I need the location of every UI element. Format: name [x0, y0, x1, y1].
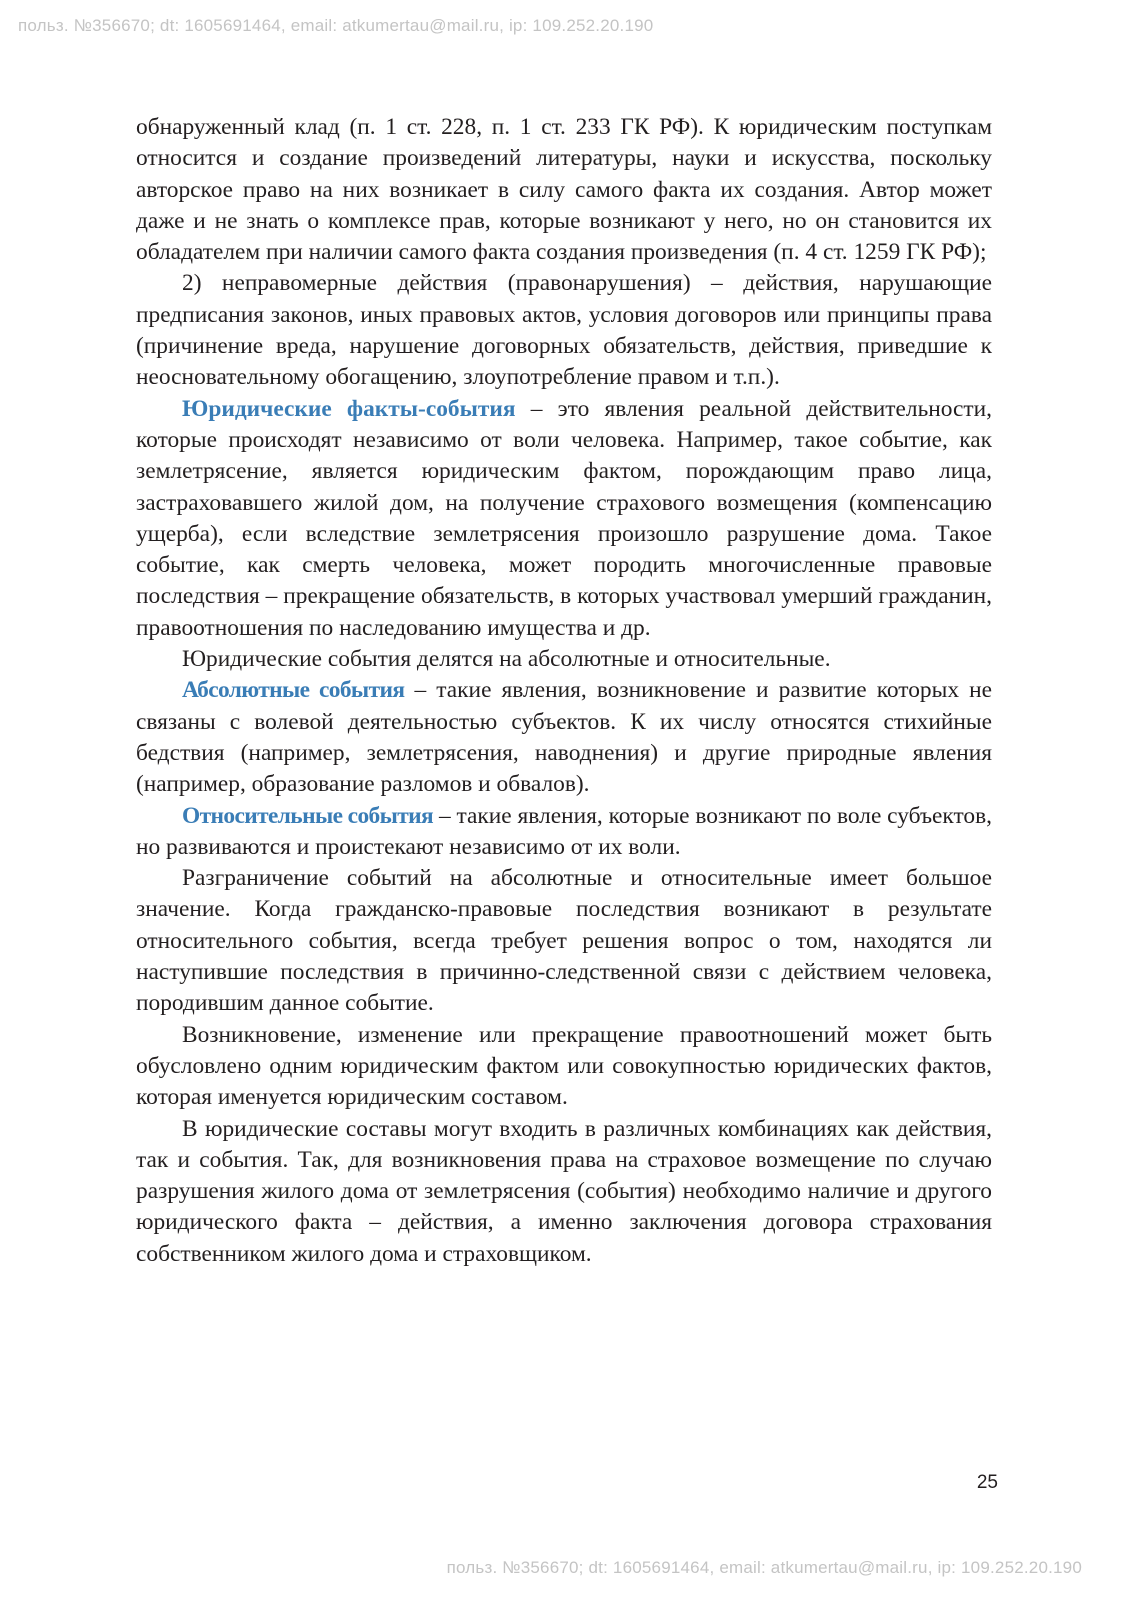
watermark-bottom: польз. №356670; dt: 1605691464, email: atkumertau@mail.ru, ip: 109.252.20.190	[446, 1558, 1082, 1577]
paragraph-2: 2) неправомерные действия (правонарушения) – действия, нарушающие предписания законов, иных правовых актов, условия договоров или принципы права (причинение вреда, нарушение договорных обязательств, действия, приведшие к неосновательному обогащению, злоупотребление правом и т.п.).	[136, 270, 992, 391]
page-body	[136, 112, 992, 1270]
paragraph-8: Возникновение, изменение или прекращение правоотношений может быть обусловлено одним юридическим фактом или совокупностью юридических фактов, которая именуется юридическим составом.	[136, 1021, 992, 1111]
paragraph-5-text: – такие явления, возникновение и развитие которых не связаны с волевой деятельностью субъектов. К их числу относятся стихийные бедствия (например, землетрясения, наводнения) и другие природные явления (например, образование разломов и обвалов).	[136, 677, 993, 798]
paragraph-5	[136, 675, 992, 800]
watermark-top: польз. №356670; dt: 1605691464, email: atkumertau@mail.ru, ip: 109.252.20.190	[18, 16, 654, 35]
page-number: 25	[976, 1472, 998, 1493]
paragraph-4: Юридические события делятся на абсолютные и относительные.	[182, 646, 831, 673]
paragraph-9: В юридические составы могут входить в различных комбинациях как действия, так и события. Так, для возникновения права на страховое возмещение по случаю разрушения жилого дома от землетрясения (события) необходимо наличие и другого юридического факта – действия, а именно заключения договора страхования собственником жилого дома и страховщиком.	[136, 1115, 992, 1267]
paragraph-3-text: – это явления реальной действительности, которые происходят независимо от воли человека. Например, такое событие, как землетрясение, является юридическим фактом, порождающим право лица, застраховавшего жилой дом, на получение страхового возмещения (компенсацию ущерба), если вследствие землетрясения произошло разрушение дома. Такое событие, как смерть человека, может породить многочисленные правовые последствия – прекращение обязательств, в которых участвовал умерший гражданин, правоотношения по наследованию имущества и др.	[136, 395, 992, 641]
term-relative-events: Относительные события	[182, 802, 434, 829]
paragraph-1: обнаруженный клад (п. 1 ст. 228, п. 1 ст. 233 ГК РФ). К юридическим поступкам относится и создание произведений литературы, науки и искусства, поскольку авторское право на них возникает в силу самого факта их создания. Автор может даже и не знать о комплексе прав, которые возникают у него, но он становится их обладателем при наличии самого факта создания произведения (п. 4 ст. 1259 ГК РФ);	[136, 114, 992, 266]
paragraph-6-text: – такие явления, которые возникают по воле субъектов, но развиваются и проистекают независимо от их воли.	[136, 802, 992, 860]
term-absolute-events: Абсолютные события	[182, 677, 405, 704]
term-legal-facts-events: Юридические факты-события	[182, 395, 516, 422]
paragraph-3	[136, 394, 992, 644]
paragraph-6	[136, 801, 992, 864]
paragraph-7: Разграничение событий на абсолютные и относительные имеет большое значение. Когда гражданско-правовые последствия возникают в результате относительного события, всегда требует решения вопрос о том, находятся ли наступившие последствия в причинно-следственной связи с действием человека, породившим данное событие.	[136, 865, 992, 1017]
